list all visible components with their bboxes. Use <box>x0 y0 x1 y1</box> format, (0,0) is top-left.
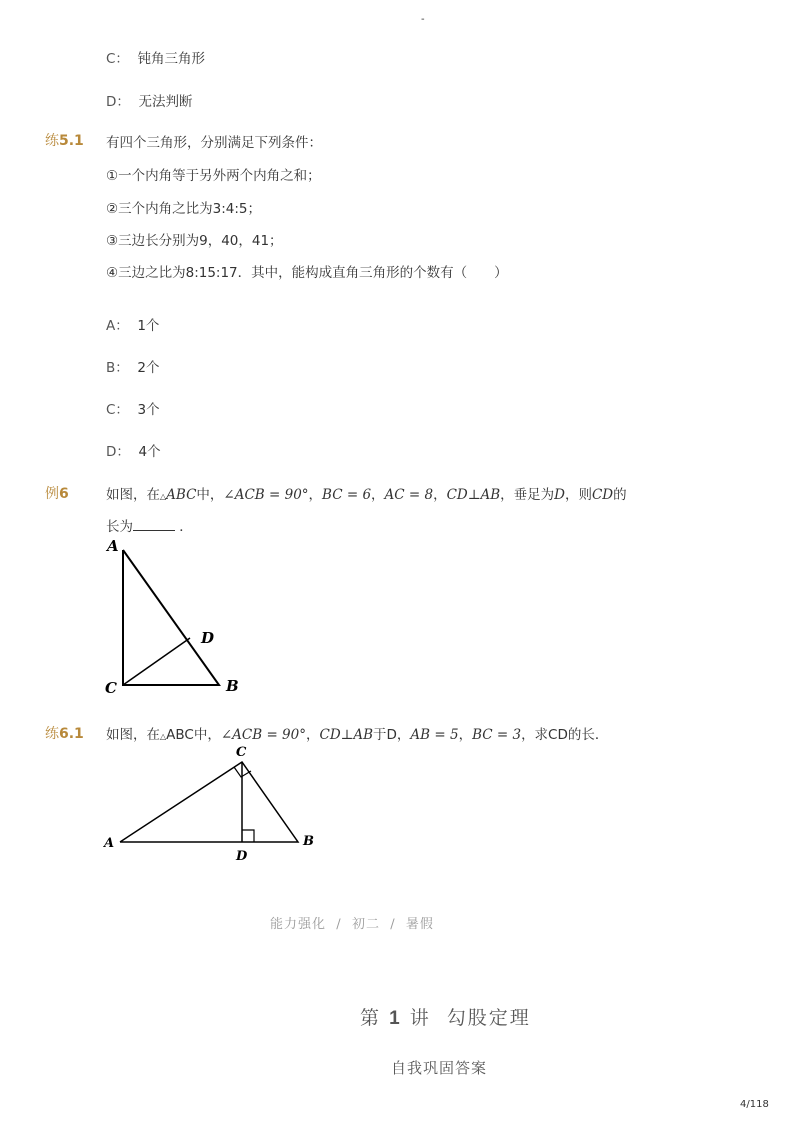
label-d: D <box>236 849 248 864</box>
option-text: 无法判断 <box>138 94 193 110</box>
tag-number: 6.1 <box>59 726 84 742</box>
exercise-5-1-stem: 有四个三角形，分别满足下列条件： <box>106 135 322 151</box>
exercise-5-1-tag <box>45 130 84 150</box>
stem-text: ， <box>433 487 447 503</box>
math-ac: AC = 8 <box>384 487 434 503</box>
heading-text: 第 <box>360 1007 382 1029</box>
option-text: 4个 <box>138 444 161 460</box>
stem-text: ，则 <box>564 487 592 503</box>
label-d: D <box>201 629 215 647</box>
season-label: 暑假 <box>405 917 434 932</box>
stem-text: 中， <box>196 487 224 503</box>
option-key: C： <box>106 402 129 418</box>
triangle-abc <box>123 550 219 685</box>
stem-text: ， <box>458 727 473 743</box>
example-6-tag <box>45 483 69 503</box>
tag-number: 6 <box>59 486 69 502</box>
lecture-heading <box>360 1003 531 1030</box>
series-label: 能力强化 <box>270 917 327 932</box>
stem-text: ， <box>305 727 320 743</box>
option-key: A： <box>106 318 129 334</box>
condition-1: ①一个内角等于另外两个内角之和； <box>106 168 321 184</box>
answers-title: 自我巩固答案 <box>391 1059 488 1077</box>
stem-text: ， <box>308 487 323 503</box>
example-6-stem <box>106 483 627 503</box>
option-key: C： <box>106 51 129 67</box>
footer-series <box>270 913 434 932</box>
option-c-prev <box>106 47 205 67</box>
math-ab: AB = 5 <box>410 727 459 743</box>
math-perp: CD⊥AB <box>446 487 501 503</box>
math-bc: BC = 3 <box>472 727 522 743</box>
math-abc: ABC <box>166 487 197 503</box>
right-angle-mark-d <box>242 830 254 842</box>
label-a: A <box>104 836 115 851</box>
example-6-line2 <box>106 515 193 535</box>
example-6-figure <box>95 535 255 700</box>
page-number: 4/118 <box>740 1099 769 1110</box>
math-perp: CD⊥AB <box>319 727 374 743</box>
option-d-prev <box>106 90 193 110</box>
label-b: B <box>226 677 239 695</box>
tag-number: 5.1 <box>59 133 84 149</box>
option-text: 1个 <box>137 318 160 334</box>
triangle-symbol: △ <box>160 732 167 741</box>
lecture-title: 勾股定理 <box>446 1007 531 1029</box>
lecture-number: 1 <box>389 1008 402 1029</box>
option-text: 钝角三角形 <box>137 51 206 67</box>
option-c <box>106 398 160 418</box>
triangle-symbol: △ <box>160 492 167 501</box>
option-d <box>106 440 161 460</box>
option-key: D： <box>106 444 130 460</box>
tag-prefix: 练 <box>45 726 59 742</box>
condition-4: ④三边之比为8:15:17．其中，能构成直角三角形的个数有（ ） <box>106 265 508 281</box>
tag-prefix: 练 <box>45 133 59 149</box>
option-text: 2个 <box>137 360 160 376</box>
label-b: B <box>303 834 314 849</box>
stem-text: 的 <box>613 487 627 503</box>
math-angle: ∠ACB = 90° <box>223 487 309 503</box>
exercise-6-1-figure <box>100 740 325 865</box>
condition-2: ②三个内角之比为3:4:5； <box>106 201 261 217</box>
option-key: B： <box>106 360 129 376</box>
math-bc: BC = 6 <box>322 487 372 503</box>
condition-3: ③三边长分别为9，40，41； <box>106 233 283 249</box>
answer-blank <box>133 518 175 531</box>
segment-cd <box>123 638 190 685</box>
exercise-6-1-tag <box>45 723 84 743</box>
option-key: D： <box>106 94 130 110</box>
label-c: C <box>105 679 117 697</box>
stem-text: ，垂足为 <box>500 487 555 503</box>
stem-text: 中， <box>193 727 221 743</box>
stem-text: ， <box>371 487 385 503</box>
top-mark: - <box>421 14 425 25</box>
math-angle: ∠ACB = 90° <box>220 727 306 743</box>
label-a: A <box>107 537 119 555</box>
stem-text: ，求CD的长． <box>521 727 609 743</box>
separator: / <box>336 917 342 932</box>
stem-text: 于D， <box>373 727 411 743</box>
stem-text: ABC <box>166 727 194 743</box>
heading-text: 讲 <box>409 1007 431 1029</box>
option-text: 3个 <box>137 402 160 418</box>
option-b <box>106 356 159 376</box>
triangle-abc <box>120 762 298 842</box>
math-cd: CD <box>591 487 614 503</box>
stem-text: 如图，在 <box>106 487 160 503</box>
math-d: D <box>554 487 565 503</box>
stem-text: ． <box>179 519 193 535</box>
separator: / <box>390 917 396 932</box>
label-c: C <box>236 745 247 760</box>
stem-text: 如图，在 <box>106 727 160 743</box>
tag-prefix: 例 <box>45 486 59 502</box>
stem-text: 长为 <box>106 519 133 535</box>
option-a <box>106 314 159 334</box>
grade-label: 初二 <box>351 917 380 932</box>
